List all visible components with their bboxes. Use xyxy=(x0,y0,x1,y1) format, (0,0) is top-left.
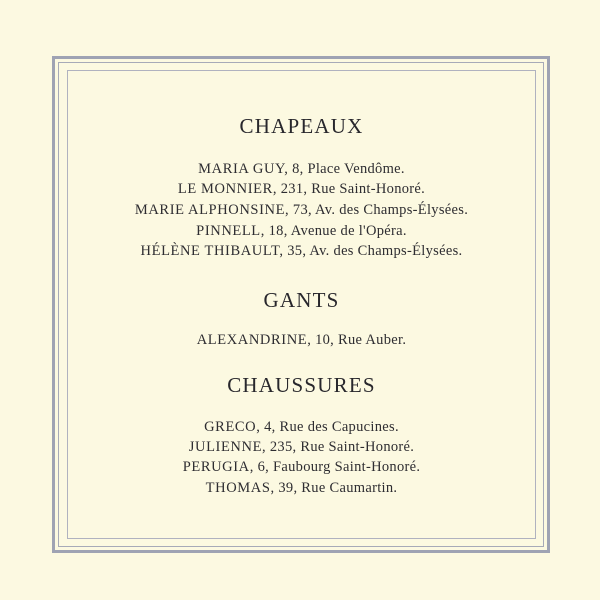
section-title-gants: GANTS xyxy=(263,288,340,312)
entry-address: 6, Faubourg Saint-Honoré. xyxy=(257,459,421,475)
entry-address: 18, Avenue de l'Opéra. xyxy=(268,223,407,239)
section-title-chaussures: CHAUSSURES xyxy=(227,373,376,397)
entry-name: PINNELL, xyxy=(196,223,265,239)
list-item xyxy=(67,242,536,260)
section-title-chapeaux: CHAPEAUX xyxy=(239,114,364,138)
entry-name: PERUGIA, xyxy=(182,459,254,475)
entry-address: 73, Av. des Champs-Élysées. xyxy=(292,202,469,218)
entry-name: LE MONNIER, xyxy=(177,181,278,197)
list-item xyxy=(67,458,536,476)
entry-name: HÉLÈNE THIBAULT, xyxy=(140,243,284,259)
entry-name: THOMAS, xyxy=(205,480,275,496)
list-item xyxy=(67,438,536,456)
list-item xyxy=(67,201,536,219)
entry-address: 35, Av. des Champs-Élysées. xyxy=(287,243,463,259)
list-item xyxy=(67,160,536,178)
list-item xyxy=(67,479,536,497)
entry-address: 4, Rue des Capucines. xyxy=(264,419,399,435)
entry-address: 10, Rue Auber. xyxy=(315,332,407,348)
entry-address: 8, Place Vendôme. xyxy=(292,161,405,177)
entry-address: 235, Rue Saint-Honoré. xyxy=(269,439,415,455)
list-item xyxy=(67,418,536,436)
entry-name: MARIA GUY, xyxy=(198,161,289,177)
entry-name: GRECO, xyxy=(204,419,261,435)
entry-name: ALEXANDRINE, xyxy=(196,332,312,348)
entry-address: 39, Rue Caumartin. xyxy=(278,480,398,496)
entry-name: JULIENNE, xyxy=(188,439,267,455)
list-item xyxy=(67,180,536,198)
list-item xyxy=(67,331,536,349)
entry-name: MARIE ALPHONSINE, xyxy=(134,202,290,218)
entry-address: 231, Rue Saint-Honoré. xyxy=(280,181,426,197)
list-item xyxy=(67,222,536,240)
